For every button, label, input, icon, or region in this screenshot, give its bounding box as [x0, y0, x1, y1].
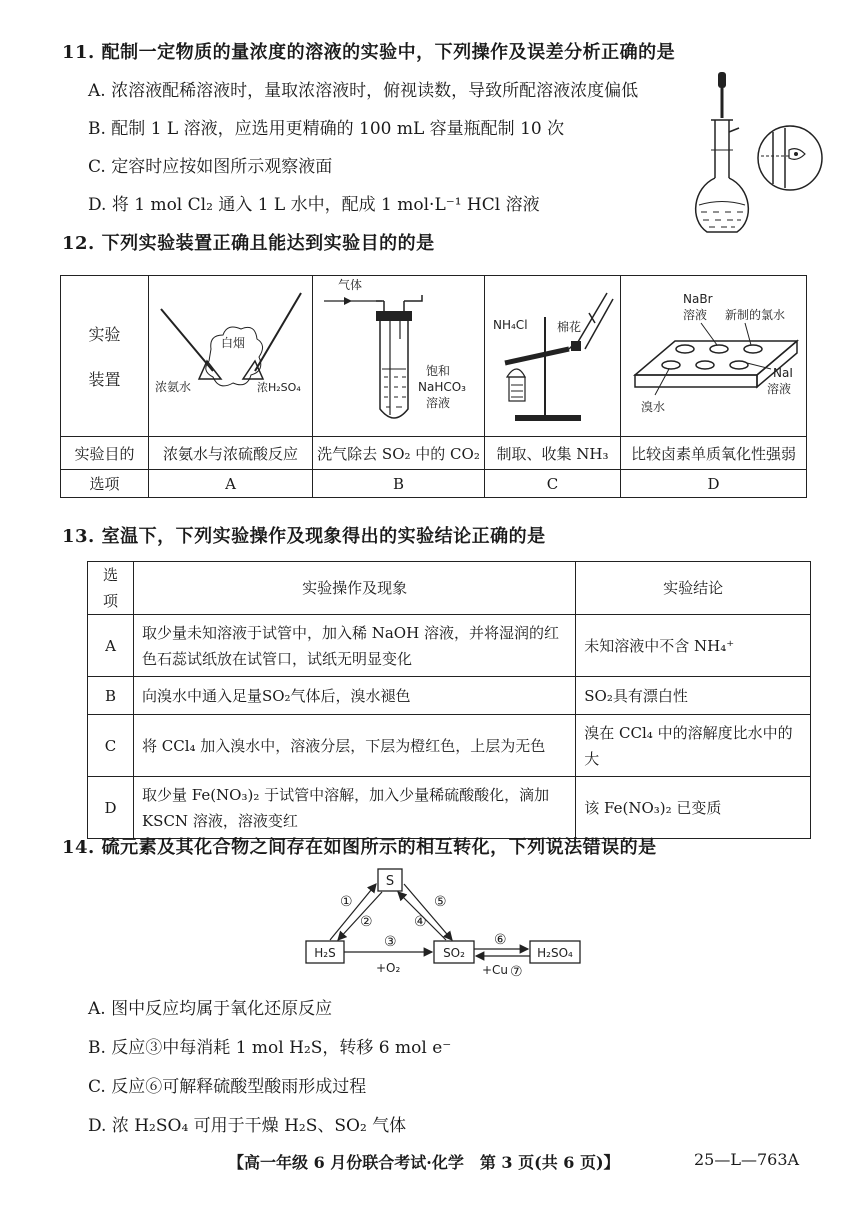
node-s: S — [385, 874, 395, 889]
bromine-water-label: 溴水 — [641, 399, 666, 414]
q11-option-b: B. 配制 1 L 溶液，应选用更精确的 100 mL 容量瓶配制 10 次 — [88, 119, 565, 139]
q12-purpose-b: 洗气除去 SO₂ 中的 CO₂ — [313, 437, 485, 470]
page-footer: 【高一年级 6 月份联合考试·化学 第 3 页(共 6 页)】 — [228, 1153, 620, 1172]
saturated-label: 饱和 — [425, 363, 450, 378]
q13-header-conclusion: 实验结论 — [576, 562, 811, 615]
q13-row-b-operation: 向溴水中通入足量SO₂气体后，溴水褪色 — [133, 677, 575, 715]
halogen-spot-plate-figure — [621, 277, 805, 432]
q14-stem: 14. 硫元素及其化合物之间存在如图所示的相互转化，下列说法错误的是 — [62, 837, 657, 858]
nahco3-label: NaHCO₃ — [417, 379, 466, 394]
volumetric-flask-figure — [685, 70, 825, 240]
label-o2: +O₂ — [376, 961, 401, 975]
q14-option-a: A. 图中反应均属于氧化还原反应 — [88, 999, 333, 1019]
q11-stem: 11. 配制一定物质的量浓度的溶液的实验中，下列操作及误差分析正确的是 — [62, 42, 676, 63]
node-h2s: H₂S — [314, 946, 336, 960]
q12-figure-d — [620, 276, 806, 437]
q12-stem: 12. 下列实验装置正确且能达到实验目的的是 — [62, 233, 435, 254]
q11-option-c: C. 定容时应按如图所示观察液面 — [88, 157, 333, 177]
chlorine-water-label: 新制的氯水 — [725, 307, 786, 322]
ammonia-prep-figure — [485, 277, 619, 432]
q13-row-a-operation: 取少量未知溶液于试管中，加入稀 NaOH 溶液，并将湿润的红色石蕊试纸放在试管口，试纸无明显变化 — [133, 615, 575, 677]
q12-option-a: A — [149, 470, 313, 498]
nai-solution-label: 溶液 — [767, 381, 792, 396]
q13-row-c-conclusion: 溴在 CCl₄ 中的溶解度比水中的大 — [576, 715, 811, 777]
nai-label: NaI — [773, 365, 794, 380]
conc-ammonia-label: 浓氨水 — [154, 380, 191, 394]
label-r4: ④ — [414, 914, 427, 930]
q13-header-operation: 实验操作及现象 — [133, 562, 575, 615]
q13-row-c-operation: 将 CCl₄ 加入溴水中，溶液分层，下层为橙红色，上层为无色 — [133, 715, 575, 777]
label-r2: ② — [360, 914, 373, 930]
q12-option-b: B — [313, 470, 485, 498]
q12-purpose-c: 制取、收集 NH₃ — [485, 437, 621, 470]
header-line-2: 装置 — [88, 370, 121, 389]
label-r3: ③ — [384, 934, 397, 950]
label-cu: +Cu — [482, 963, 509, 977]
exam-code: 25—L—763A — [694, 1150, 800, 1169]
label-r7: ⑦ — [510, 964, 523, 978]
nabr-label: NaBr — [683, 291, 713, 306]
q12-apparatus-table — [60, 275, 807, 498]
q13-row-b-option: B — [88, 677, 134, 715]
q12-purpose-header: 实验目的 — [61, 437, 149, 470]
label-r5: ⑤ — [434, 894, 447, 910]
q12-purpose-a: 浓氨水与浓硫酸反应 — [149, 437, 313, 470]
q13-row-a-option: A — [88, 615, 134, 677]
ammonia-acid-smoke-figure — [151, 279, 311, 429]
node-so2: SO₂ — [443, 946, 465, 960]
q11-option-d: D. 将 1 mol Cl₂ 通入 1 L 水中，配成 1 mol·L⁻¹ HCl 溶液 — [88, 195, 540, 215]
label-r1: ① — [340, 894, 353, 910]
q13-row-d-operation: 取少量 Fe(NO₃)₂ 于试管中溶解，加入少量稀硫酸酸化，滴加 KSCN 溶液，溶液变红 — [133, 777, 575, 839]
q12-figure-b — [313, 276, 485, 437]
q11-option-a: A. 浓溶液配稀溶液时，量取浓溶液时，俯视读数，导致所配溶液浓度偏低 — [88, 81, 639, 101]
q12-apparatus-header — [61, 276, 149, 437]
q13-row-b-conclusion: SO₂具有漂白性 — [576, 677, 811, 715]
q13-row-d-option: D — [88, 777, 134, 839]
q14-option-b: B. 反应③中每消耗 1 mol H₂S，转移 6 mol e⁻ — [88, 1038, 452, 1058]
q12-figure-c — [485, 276, 621, 437]
q12-figure-a — [149, 276, 313, 437]
q13-row-d-conclusion: 该 Fe(NO₃)₂ 已变质 — [576, 777, 811, 839]
q13-row-a-conclusion: 未知溶液中不含 NH₄⁺ — [576, 615, 811, 677]
q13-stem: 13. 室温下，下列实验操作及现象得出的实验结论正确的是 — [62, 526, 546, 547]
q12-option-c: C — [485, 470, 621, 498]
q12-option-d: D — [620, 470, 806, 498]
gas-label: 气体 — [337, 277, 362, 292]
q12-option-header: 选项 — [61, 470, 149, 498]
q13-table — [87, 561, 811, 839]
solution-label: 溶液 — [425, 395, 450, 410]
nh4cl-label: NH₄Cl — [493, 317, 529, 332]
q13-header-option: 选项 — [88, 562, 134, 615]
gas-washing-figure — [314, 277, 484, 432]
q14-option-c: C. 反应⑥可解释硫酸型酸雨形成过程 — [88, 1077, 367, 1097]
label-r6: ⑥ — [494, 932, 507, 948]
conc-sulfuric-label: 浓H₂SO₄ — [256, 381, 301, 394]
smoke-label: 白烟 — [220, 336, 245, 350]
header-line-1: 实验 — [88, 325, 121, 344]
nabr-solution-label: 溶液 — [683, 307, 708, 322]
q14-option-d: D. 浓 H₂SO₄ 可用于干燥 H₂S、SO₂ 气体 — [88, 1116, 407, 1136]
sulfur-conversion-diagram — [300, 866, 590, 978]
q13-row-c-option: C — [88, 715, 134, 777]
node-h2so4: H₂SO₄ — [537, 946, 573, 960]
q12-purpose-d: 比较卤素单质氧化性强弱 — [620, 437, 806, 470]
cotton-label: 棉花 — [557, 319, 582, 334]
